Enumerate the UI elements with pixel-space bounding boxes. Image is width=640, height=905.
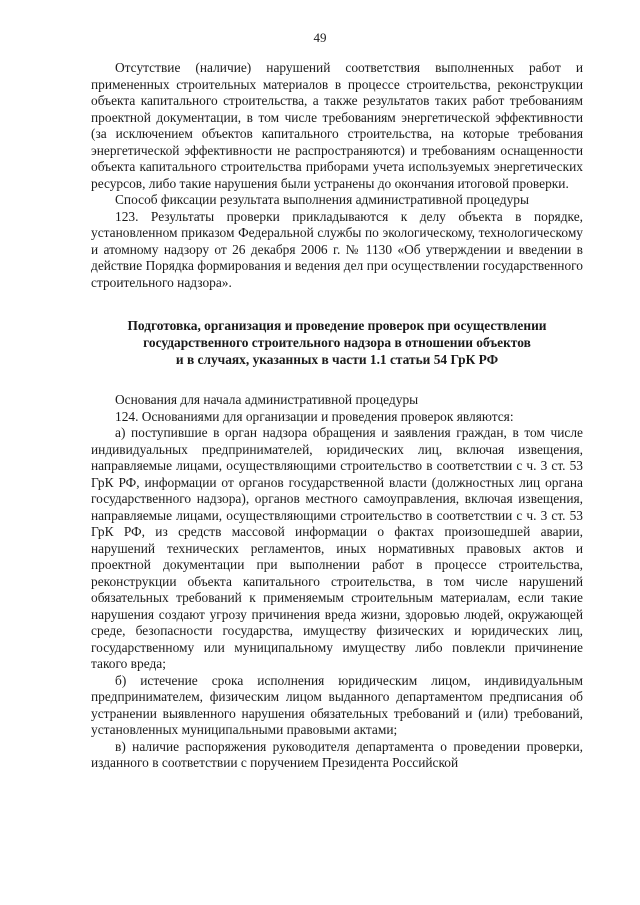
page-number: 49 — [313, 30, 327, 45]
paragraph-124-b: б) истечение срока исполнения юридическим лицом, индивидуальным предпринимателем, физическим лицом выданного департаментом предписания об устранении выявленного нарушения обязательных требований и (или) требований, установленных муниципальными правовыми актами; — [91, 672, 583, 737]
paragraph-124-v: в) наличие распоряжения руководителя департамента о проведении проверки, изданного в соответствии с поручением Президента Российской — [91, 738, 583, 770]
document-body — [91, 60, 583, 772]
section-heading-line-1: Подготовка, организация и проведение проверок при осуществлении — [127, 318, 547, 333]
section-heading-line-2: государственного строительного надзора в отношении объектов — [143, 335, 531, 350]
paragraph-compliance-result: Отсутствие (наличие) нарушений соответствия выполненных работ и примененных строительных материалов в процессе строительства, реконструкции объекта капитального строительства, а также результатов таких работ требованиям проектной документации, в том числе требованиям энергетической эффективности (за исключением объектов капитального строительства, на которые требования энергетической эффективности не распространяются) и требованиям оснащенности объекта капитального строительства приборами учета используемых энергетических ресурсов, либо такие нарушения были устранены до окончания итоговой проверки. — [91, 60, 583, 191]
paragraph-124: 124. Основаниями для организации и проведения проверок являются: — [115, 408, 514, 424]
paragraph-123: 123. Результаты проверки прикладываются к делу объекта в порядке, установленном приказом Федеральной службы по экологическому, технологическому и атомному надзору от 26 декабря 2006 г. № 1130 «Об утверждении и введении в действие Порядка формирования и ведения дел при осуществлении государственного строительного надзора». — [91, 208, 583, 290]
paragraph-result-fixation-method: Способ фиксации результата выполнения административной процедуры — [115, 192, 529, 207]
paragraph-124-a: а) поступившие в орган надзора обращения и заявления граждан, в том числе индивидуальных предпринимателей, юридических лиц, включая извещения, направляемые лицами, осуществляющими строительство в соответствии с ч. 3 ст. 53 ГрК РФ, информации от органов государственной власти (должностных лиц органа государственного надзора), органов местного самоуправления, включая извещения, направляемые лицами, осуществляющими строительство в соответствии с ч. 3 ст. 53 ГрК РФ, из средств массовой информации о фактах произошедшей аварии, нарушений технических регламентов, иных нормативных правовых актов и проектной документации при выполнении работ в процессе строительства, реконструкции объекта капитального строительства, в том числе нарушений обязательных требований к применяемым строительным материалам, если такие нарушения создают угрозу причинения вреда жизни, здоровью людей, окружающей среде, безопасности государства, имуществу физических и юридических лиц, государственному или муниципальному имуществу либо повлекли причинение такого вреда; — [91, 425, 583, 671]
section-heading-line-3: и в случаях, указанных в части 1.1 статьи 54 ГрК РФ — [175, 352, 499, 367]
paragraph-grounds-title: Основания для начала административной процедуры — [115, 392, 419, 407]
section-heading — [91, 317, 583, 368]
